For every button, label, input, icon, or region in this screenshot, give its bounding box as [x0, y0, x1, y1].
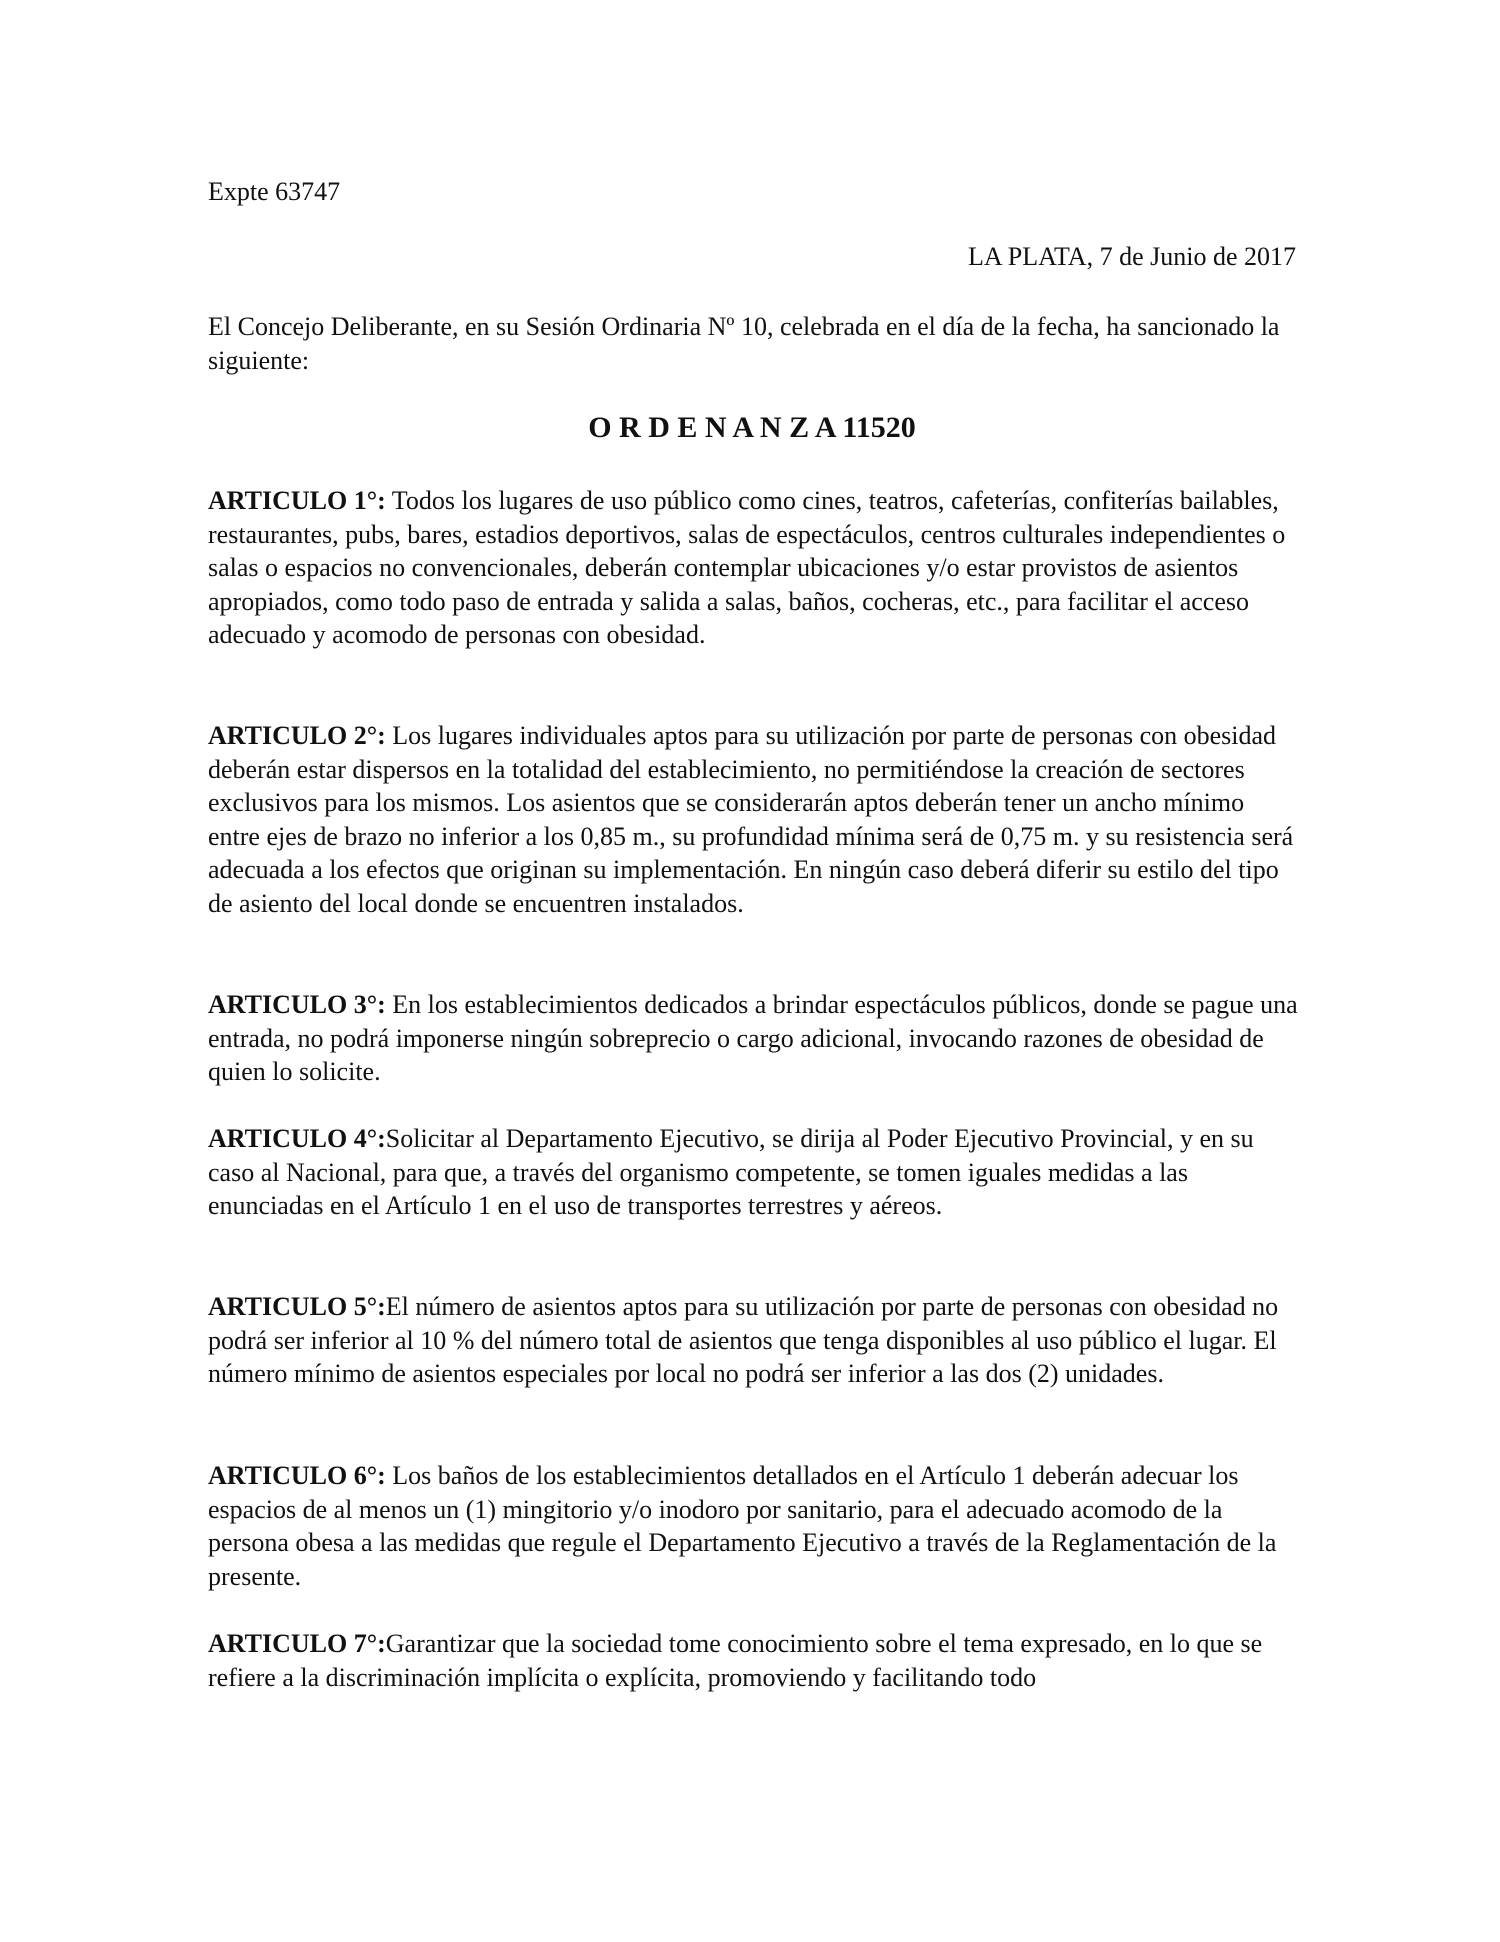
article-4	[208, 1122, 1298, 1223]
article-6-label: ARTICULO 6°:	[208, 1461, 386, 1490]
article-2-text: Los lugares individuales aptos para su utilización por parte de personas con obesidad deberán estar dispersos en la totalidad del establecimiento, no permitiéndose la creación de sectores exclusivos para los mismos. Los asientos que se considerarán aptos deberán tener un ancho mínimo entre ejes de brazo no inferior a los 0,85 m., su profundidad mínima será de 0,75 m. y su resistencia será adecuada a los efectos que originan su implementación. En ningún caso deberá diferir su estilo del tipo de asiento del local donde se encuentren instalados.	[208, 721, 1294, 918]
article-2	[208, 719, 1298, 920]
article-1	[208, 484, 1298, 652]
article-5-text: El número de asientos aptos para su utilización por parte de personas con obesidad no podrá ser inferior al 10 % del número total de asientos que tenga disponibles al uso público el lugar. El número mínimo de asientos especiales por local no podrá ser inferior a las dos (2) unidades.	[208, 1292, 1279, 1388]
article-5-label: ARTICULO 5°:	[208, 1292, 386, 1321]
ordinance-title: O R D E N A N Z A 11520	[588, 411, 916, 444]
article-6-text: Los baños de los establecimientos detallados en el Artículo 1 deberán adecuar los espacios de al menos un (1) mingitorio y/o inodoro por sanitario, para el adecuado acomodo de la persona obesa a las medidas que regule el Departamento Ejecutivo a través de la Reglamentación de la presente.	[208, 1461, 1277, 1591]
article-3	[208, 988, 1298, 1089]
expediente-number: Expte 63747	[208, 177, 341, 206]
article-5	[208, 1290, 1298, 1391]
article-3-label: ARTICULO 3°:	[208, 990, 386, 1019]
article-2-label: ARTICULO 2°:	[208, 721, 386, 750]
preamble-paragraph: El Concejo Deliberante, en su Sesión Ordinaria Nº 10, celebrada en el día de la fecha, ha sancionado la siguiente:	[208, 312, 1280, 375]
article-1-text: Todos los lugares de uso público como cines, teatros, cafeterías, confiterías bailables, restaurantes, pubs, bares, estadios deportivos, salas de espectáculos, centros culturales independientes o salas o espacios no convencionales, deberán contemplar ubicaciones y/o estar provistos de asientos apropiados, como todo paso de entrada y salida a salas, baños, cocheras, etc., para facilitar el acceso adecuado y acomodo de personas con obesidad.	[208, 486, 1286, 649]
article-4-text: Solicitar al Departamento Ejecutivo, se dirija al Poder Ejecutivo Provincial, y en su caso al Nacional, para que, a través del organismo competente, se tomen iguales medidas a las enunciadas en el Artículo 1 en el uso de transportes terrestres y aéreos.	[208, 1124, 1254, 1220]
article-3-text: En los establecimientos dedicados a brindar espectáculos públicos, donde se pague una entrada, no podrá imponerse ningún sobreprecio o cargo adicional, invocando razones de obesidad de quien lo solicite.	[208, 990, 1298, 1086]
article-1-label: ARTICULO 1°:	[208, 486, 386, 515]
article-6	[208, 1459, 1298, 1593]
article-7-text: Garantizar que la sociedad tome conocimiento sobre el tema expresado, en lo que se refiere a la discriminación implícita o explícita, promoviendo y facilitando todo	[208, 1629, 1263, 1692]
document-date: LA PLATA, 7 de Junio de 2017	[968, 242, 1296, 271]
article-7	[208, 1627, 1298, 1694]
article-4-label: ARTICULO 4°:	[208, 1124, 386, 1153]
article-7-label: ARTICULO 7°:	[208, 1629, 386, 1658]
